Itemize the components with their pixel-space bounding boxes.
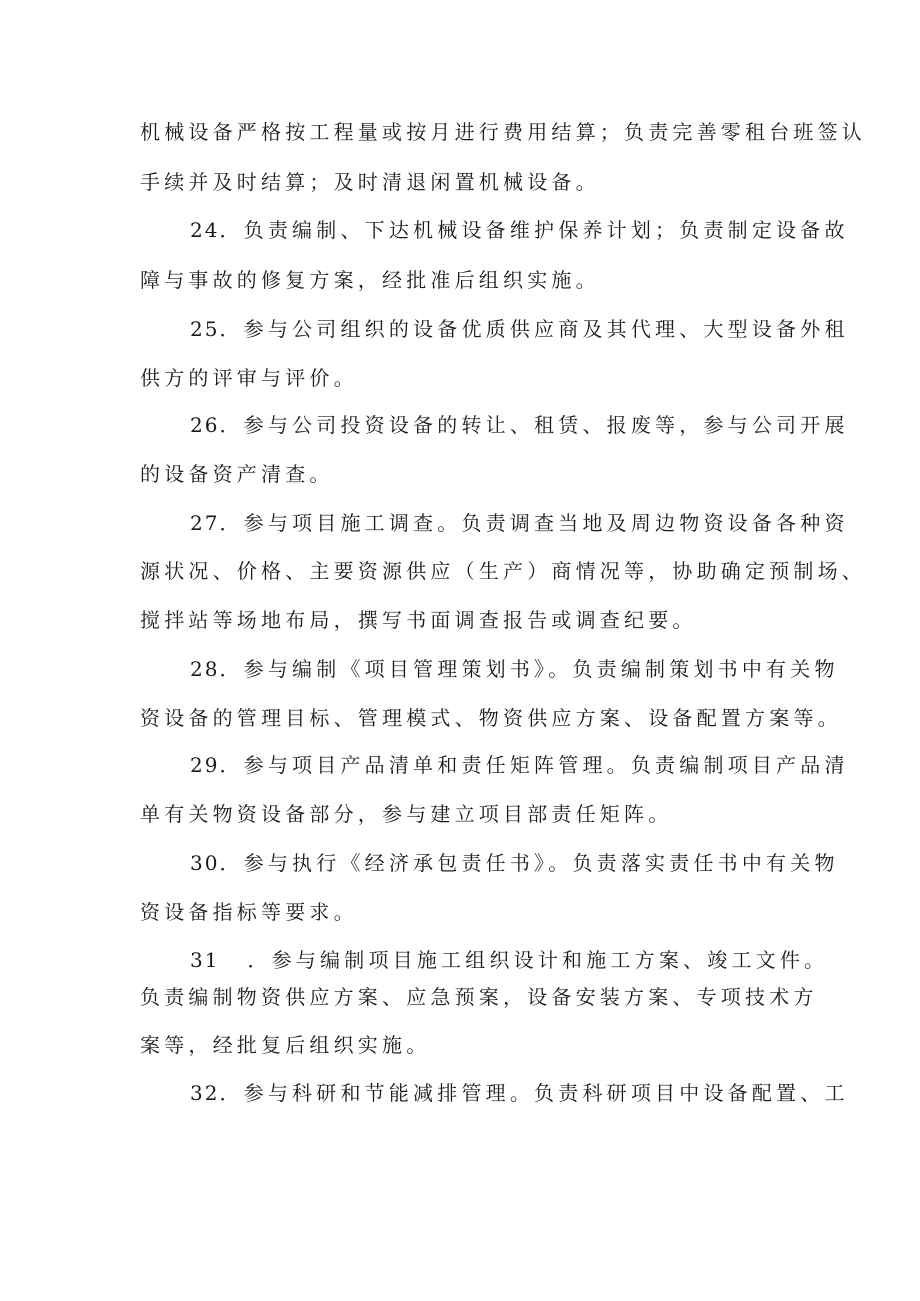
line-text: ．参与公司组织的设备优质供应商及其代理、大型设备外租 (219, 317, 849, 341)
item-number: 31 (190, 948, 220, 972)
text-line (140, 704, 842, 732)
item-number: 27 (190, 511, 220, 535)
line-text: 资设备的管理目标、管理模式、物资供应方案、设备配置方案等。 (140, 706, 842, 730)
text-line (140, 118, 866, 146)
line-text: ．参与公司投资设备的转让、租赁、报废等，参与公司开展 (219, 413, 849, 437)
line-text: 的设备资产清查。 (140, 462, 334, 486)
text-line (140, 364, 358, 392)
line-text: 单有关物资设备部分，参与建立项目部责任矩阵。 (140, 802, 673, 826)
line-text: ．参与编制《项目管理策划书》。负责编制策划书中有关物 (219, 657, 839, 681)
line-text: 障与事故的修复方案，经批准后组织实施。 (140, 268, 600, 292)
numbered-item-line (190, 849, 839, 877)
text-line (140, 606, 697, 634)
line-text: 资设备指标等要求。 (140, 900, 358, 924)
numbered-item-line (190, 655, 839, 683)
line-text: 机械设备严格按工程量或按月进行费用结算；负责完善零租台班签认 (140, 120, 866, 144)
item-number: 29 (190, 753, 220, 777)
item-number: 26 (190, 413, 220, 437)
item-number: 25 (190, 317, 220, 341)
numbered-item-line (190, 509, 849, 537)
text-line (140, 983, 818, 1011)
line-text: ．参与编制项目施工组织设计和施工方案、竣工文件。 (247, 948, 829, 972)
text-line (140, 898, 358, 926)
item-number: 32 (190, 1081, 220, 1105)
line-text: 供方的评审与评价。 (140, 366, 358, 390)
line-text: ．参与科研和节能减排管理。负责科研项目中设备配置、工 (219, 1081, 849, 1105)
line-text: 源状况、价格、主要资源供应（生产）商情况等，协助确定预制场、 (140, 559, 866, 583)
item-number: 28 (190, 657, 220, 681)
text-line (140, 800, 672, 828)
numbered-item-line (190, 1079, 849, 1107)
line-text: ．参与执行《经济承包责任书》。负责落实责任书中有关物 (219, 851, 839, 875)
line-text: 负责编制物资供应方案、应急预案，设备安装方案、专项技术方 (140, 985, 818, 1009)
numbered-item-line (190, 315, 849, 343)
line-text: ．参与项目施工调查。负责调查当地及周边物资设备各种资 (219, 511, 849, 535)
line-text: ．参与项目产品清单和责任矩阵管理。负责编制项目产品清 (219, 753, 849, 777)
text-line (140, 266, 600, 294)
numbered-item-line (190, 751, 849, 779)
line-text: 手续并及时结算；及时清退闲置机械设备。 (140, 170, 600, 194)
item-number: 30 (190, 851, 220, 875)
line-text: 搅拌站等场地布局，撰写书面调查报告或调查纪要。 (140, 608, 697, 632)
numbered-item-line (190, 411, 849, 439)
numbered-item-line (190, 946, 828, 974)
numbered-item-line (190, 216, 849, 244)
line-text: 案等，经批复后组织实施。 (140, 1033, 431, 1057)
item-number: 24 (190, 218, 220, 242)
text-line (140, 1031, 430, 1059)
text-line (140, 557, 866, 585)
text-line (140, 168, 600, 196)
line-text: ．负责编制、下达机械设备维护保养计划；负责制定设备故 (219, 218, 849, 242)
text-line (140, 460, 334, 488)
